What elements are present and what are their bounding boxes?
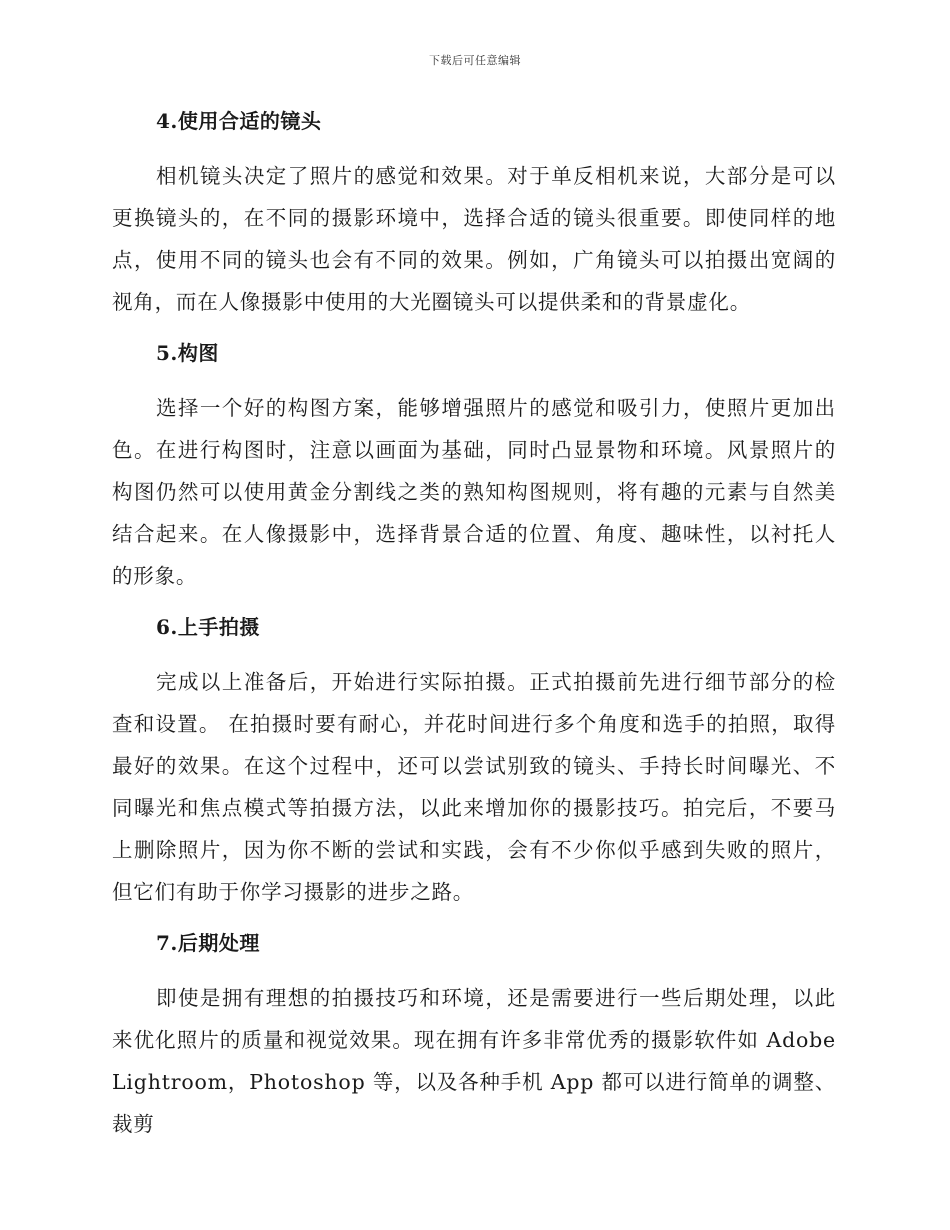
section-title: 7.后期处理 <box>156 931 260 955</box>
section-composition <box>112 339 836 597</box>
section-paragraph: 即使是拥有理想的拍摄技巧和环境，还是需要进行一些后期处理，以此来优化照片的质量和视觉效果。现在拥有许多非常优秀的摄影软件如 Adobe Lightroom，Photoshop 等，以及各种手机 App 都可以进行简单的调整、裁剪 <box>112 986 836 1136</box>
section-title: 5.构图 <box>156 341 219 365</box>
section-title: 6.上手拍摄 <box>156 615 260 639</box>
document-body <box>112 107 836 1145</box>
section-paragraph: 选择一个好的构图方案，能够增强照片的感觉和吸引力，使照片更加出色。在进行构图时，注意以画面为基础，同时凸显景物和环境。风景照片的构图仍然可以使用黄金分割线之类的熟知构图规则，将有趣的元素与自然美结合起来。在人像摄影中，选择背景合适的位置、角度、趣味性，以衬托人的形象。 <box>112 396 836 588</box>
section-lens <box>112 107 836 323</box>
section-post-processing <box>112 929 836 1145</box>
section-paragraph: 相机镜头决定了照片的感觉和效果。对于单反相机来说，大部分是可以更换镜头的，在不同的摄影环境中，选择合适的镜头很重要。即使同样的地点，使用不同的镜头也会有不同的效果。例如，广角镜头可以拍摄出宽阔的视角，而在人像摄影中使用的大光圈镜头可以提供柔和的背景虚化。 <box>112 164 836 314</box>
section-title: 4.使用合适的镜头 <box>156 109 322 133</box>
section-shooting <box>112 613 836 913</box>
page-header: 下载后可任意编辑 <box>429 54 521 67</box>
section-paragraph: 完成以上准备后，开始进行实际拍摄。正式拍摄前先进行细节部分的检查和设置。 在拍摄时要有耐心，并花时间进行多个角度和选手的拍照，取得最好的效果。在这个过程中，还可以尝试别致的镜头、手持长时间曝光、不同曝光和焦点模式等拍摄方法，以此来增加你的摄影技巧。拍完后，不要马上删除照片，因为你不断的尝试和实践，会有不少你似乎感到失败的照片，但它们有助于你学习摄影的进步之路。 <box>112 670 836 904</box>
